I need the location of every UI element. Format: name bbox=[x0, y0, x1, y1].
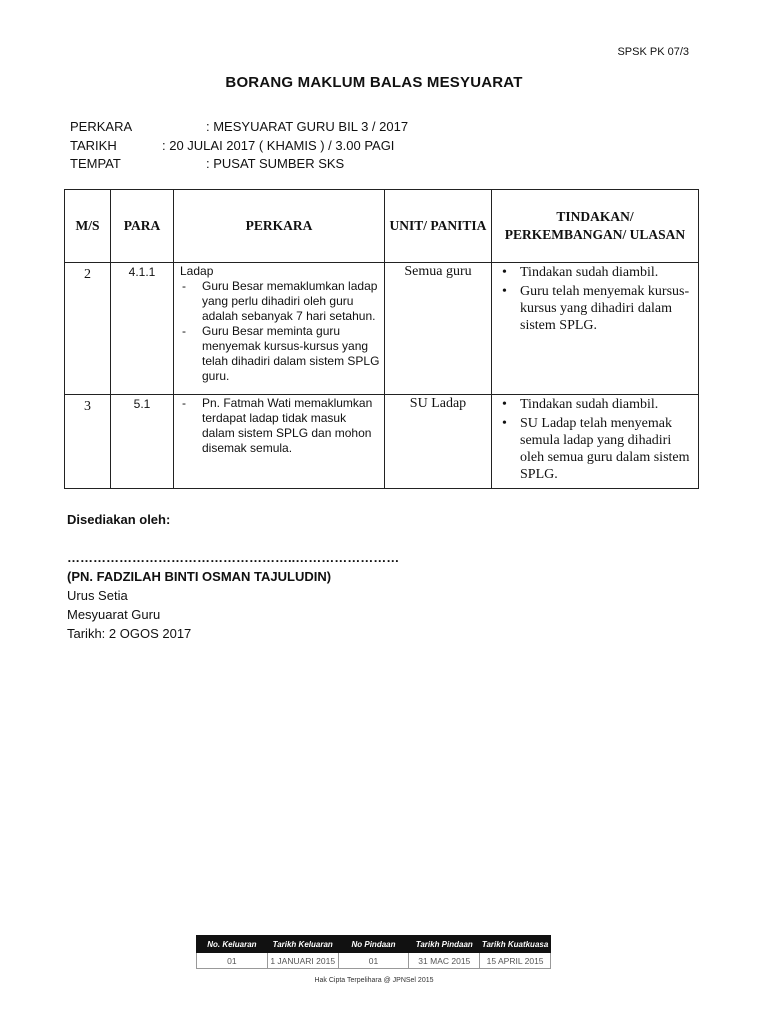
list-item bbox=[180, 324, 380, 384]
revision-value: 01 bbox=[197, 953, 268, 969]
list-item-text: SU Ladap telah menyemak semula ladap yang dihadiri oleh semua guru dalam sistem SPLG. bbox=[520, 416, 690, 482]
tindakan-cell bbox=[492, 395, 699, 489]
table-header-row bbox=[65, 190, 699, 263]
signature-block bbox=[67, 510, 399, 643]
revision-value: 31 MAC 2015 bbox=[409, 953, 480, 969]
perkara-cell bbox=[174, 395, 385, 489]
bullet-icon: • bbox=[502, 284, 507, 299]
list-item bbox=[180, 396, 380, 456]
form-code: SPSK PK 07/3 bbox=[617, 46, 689, 58]
list-item bbox=[180, 279, 380, 324]
revision-header: No. Keluaran bbox=[197, 936, 268, 953]
copyright-text: Hak Cipta Terpelihara @ JPNSel 2015 bbox=[314, 977, 434, 984]
minutes-table bbox=[64, 189, 699, 489]
tindakan-cell bbox=[492, 263, 699, 395]
tempat-label: TEMPAT bbox=[70, 156, 121, 171]
prepared-by-label: Disediakan oleh: bbox=[67, 512, 171, 527]
bullet-icon: • bbox=[502, 397, 507, 412]
bullet-icon: • bbox=[502, 416, 507, 431]
header-unit: UNIT/ PANITIA bbox=[385, 190, 492, 263]
table-row bbox=[65, 395, 699, 489]
unit-cell: Semua guru bbox=[385, 263, 492, 395]
header-perkara: PERKARA bbox=[174, 190, 385, 263]
table-row bbox=[65, 263, 699, 395]
signature-date: Tarikh: 2 OGOS 2017 bbox=[67, 626, 192, 641]
bullet-icon: • bbox=[502, 265, 507, 280]
list-item-text: Tindakan sudah diambil. bbox=[520, 265, 659, 280]
list-item bbox=[496, 415, 694, 483]
tempat-value: : PUSAT SUMBER SKS bbox=[206, 156, 345, 171]
revision-header-row bbox=[197, 936, 551, 953]
perkara-label: PERKARA bbox=[70, 119, 133, 134]
header-ms: M/S bbox=[65, 190, 111, 263]
para-cell: 5.1 bbox=[111, 395, 174, 489]
revision-value-row bbox=[197, 953, 551, 969]
revision-table bbox=[196, 935, 551, 969]
list-item bbox=[496, 264, 694, 281]
dash-icon: - bbox=[182, 279, 186, 293]
revision-header: No Pindaan bbox=[338, 936, 409, 953]
unit-cell: SU Ladap bbox=[385, 395, 492, 489]
revision-header: Tarikh Keluaran bbox=[267, 936, 338, 953]
ms-cell: 2 bbox=[65, 263, 111, 395]
signatory-name: (PN. FADZILAH BINTI OSMAN TAJULUDIN) bbox=[67, 569, 332, 584]
revision-value: 15 APRIL 2015 bbox=[480, 953, 551, 969]
para-cell: 4.1.1 bbox=[111, 263, 174, 395]
tarikh-label: TARIKH bbox=[70, 137, 117, 153]
revision-header: Tarikh Pindaan bbox=[409, 936, 480, 953]
signature-line: ……………………………………………..…………………… bbox=[67, 550, 400, 565]
signatory-role: Urus Setia bbox=[67, 588, 128, 603]
list-item-text: Tindakan sudah diambil. bbox=[520, 397, 659, 412]
header-tindakan: TINDAKAN/ PERKEMBANGAN/ ULASAN bbox=[492, 190, 699, 263]
perkara-heading: Ladap bbox=[180, 264, 214, 278]
page-title: BORANG MAKLUM BALAS MESYUARAT bbox=[225, 74, 523, 91]
dash-icon: - bbox=[182, 324, 186, 338]
revision-header: Tarikh Kuatkuasa bbox=[480, 936, 551, 953]
dash-icon: - bbox=[182, 396, 186, 410]
list-item-text: Guru Besar meminta guru menyemak kursus-kursus yang telah dihadiri dalam sistem SPLG guru. bbox=[202, 324, 380, 383]
list-item-text: Guru Besar memaklumkan ladap yang perlu dihadiri oleh guru adalah sebanyak 7 hari setahun. bbox=[202, 279, 378, 323]
list-item bbox=[496, 283, 694, 334]
perkara-cell bbox=[174, 263, 385, 395]
perkara-value: : MESYUARAT GURU BIL 3 / 2017 bbox=[206, 119, 409, 134]
tarikh-value: : 20 JULAI 2017 ( KHAMIS ) / 3.00 PAGI bbox=[162, 137, 395, 153]
list-item bbox=[496, 396, 694, 413]
list-item-text: Pn. Fatmah Wati memaklumkan terdapat ladap tidak masuk dalam sistem SPLG dan mohon disemak semula. bbox=[202, 396, 373, 455]
header-para: PARA bbox=[111, 190, 174, 263]
meeting-name: Mesyuarat Guru bbox=[67, 607, 161, 622]
revision-value: 1 JANUARI 2015 bbox=[267, 953, 338, 969]
list-item-text: Guru telah menyemak kursus-kursus yang dihadiri dalam sistem SPLG. bbox=[520, 284, 690, 333]
revision-value: 01 bbox=[338, 953, 409, 969]
ms-cell: 3 bbox=[65, 395, 111, 489]
